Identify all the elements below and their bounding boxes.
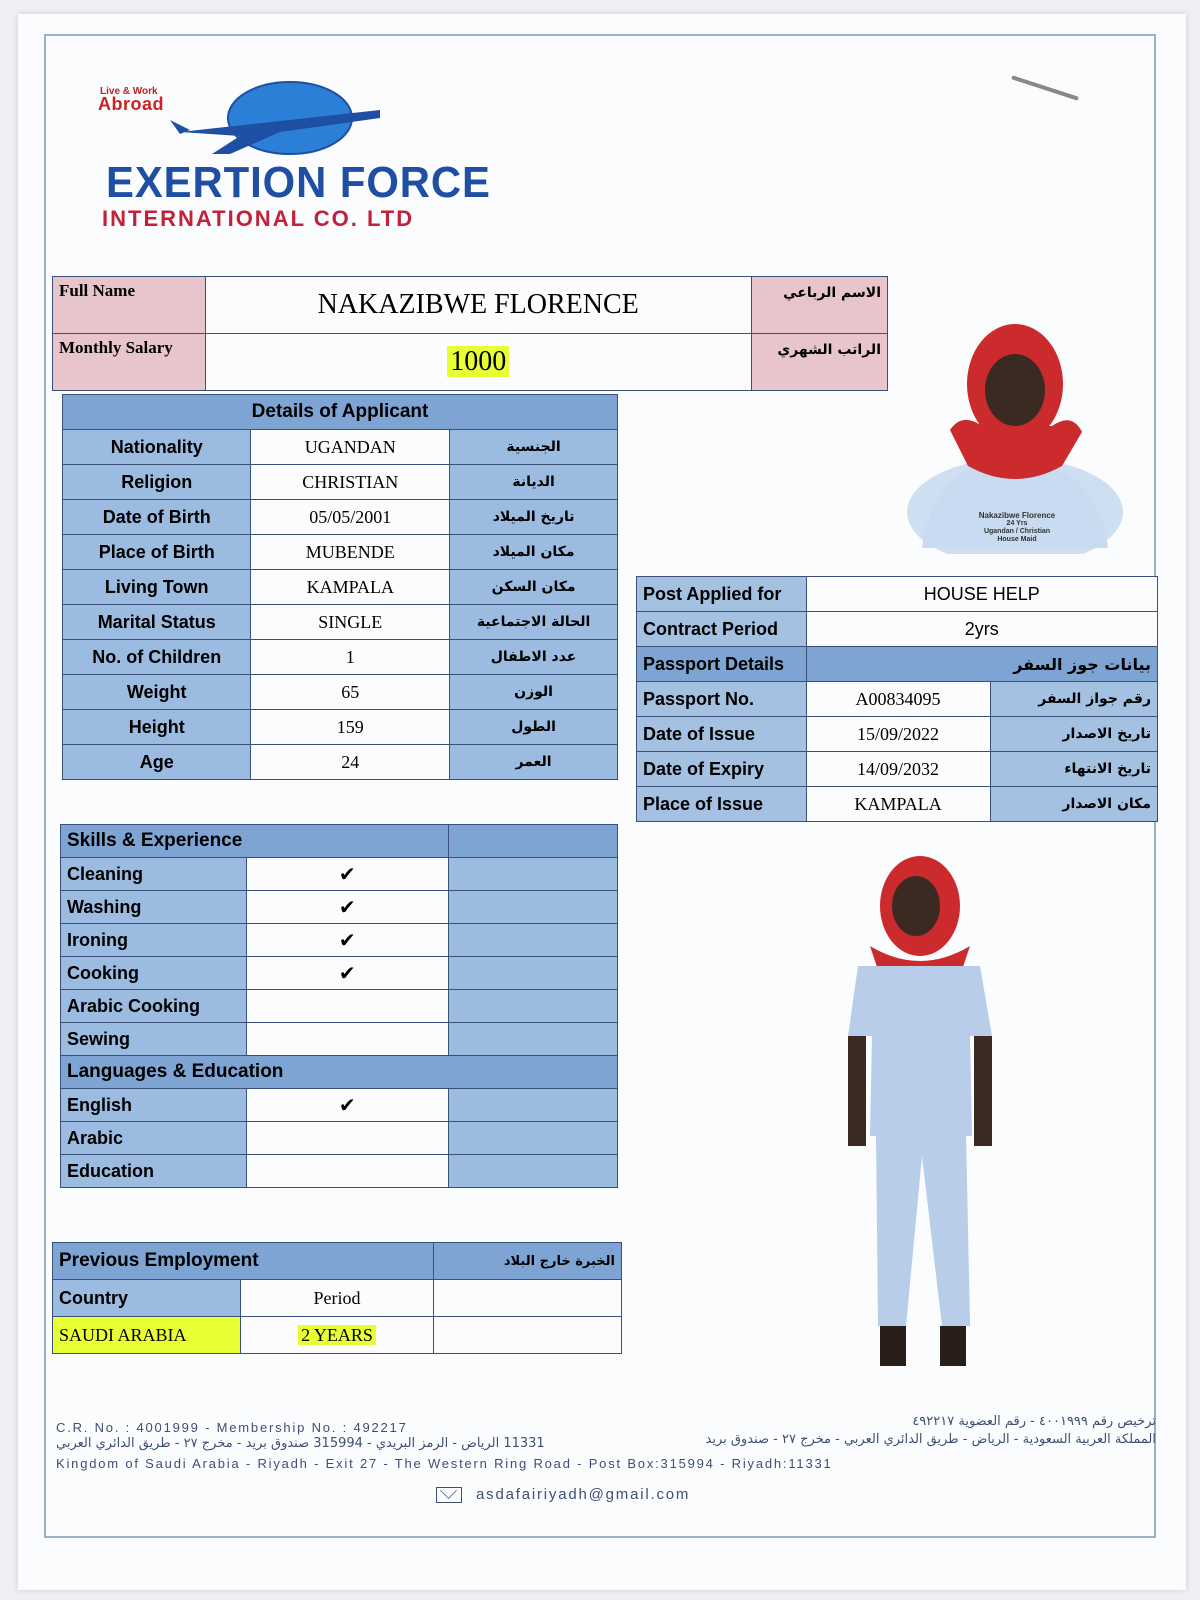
passport-value: A00834095 [806, 682, 990, 717]
detail-value: 1 [251, 640, 450, 675]
detail-arabic-label: مكان الميلاد [450, 535, 618, 570]
detail-label: No. of Children [63, 640, 251, 675]
detail-value: CHRISTIAN [251, 465, 450, 500]
passport-arabic-label: مكان الاصدار [990, 787, 1157, 822]
detail-arabic-label: العمر [450, 745, 618, 780]
detail-value: 05/05/2001 [251, 500, 450, 535]
detail-arabic-label: الطول [450, 710, 618, 745]
detail-label: Date of Birth [63, 500, 251, 535]
passport-value: 14/09/2032 [806, 752, 990, 787]
passport-row [637, 752, 1158, 787]
skill-empty-cell [448, 924, 617, 957]
detail-value: MUBENDE [251, 535, 450, 570]
check-icon: ✔ [246, 1089, 448, 1122]
passport-heading-arabic: بيانات جوز السفر [806, 647, 1158, 682]
detail-arabic-label: مكان السكن [450, 570, 618, 605]
skill-empty-cell [448, 957, 617, 990]
full-body-image [820, 836, 1020, 1398]
detail-label: Religion [63, 465, 251, 500]
logo-name-line2: INTERNATIONAL CO. LTD [102, 206, 415, 231]
check-icon: ✔ [246, 924, 448, 957]
details-heading: Details of Applicant [63, 395, 618, 430]
period-cell [241, 1317, 433, 1354]
applicant-details-table [62, 394, 618, 780]
skill-label: Cleaning [61, 858, 247, 891]
logo-name-line1: EXERTION FORCE [106, 158, 491, 207]
detail-arabic-label: عدد الاطفال [450, 640, 618, 675]
check-icon: ✔ [246, 858, 448, 891]
detail-label: Marital Status [63, 605, 251, 640]
salary-arabic: الراتب الشهري [751, 334, 887, 391]
details-row [63, 465, 618, 500]
previous-empty-2 [433, 1317, 621, 1354]
contract-period-value: 2yrs [806, 612, 1158, 647]
skill-row [61, 1023, 618, 1056]
passport-value: KAMPALA [806, 787, 990, 822]
previous-employment-heading: Previous Employment [53, 1243, 434, 1280]
name-salary-table [52, 276, 888, 391]
skill-label: Washing [61, 891, 247, 924]
caption-name: Nakazibwe Florence [978, 511, 1056, 520]
footer-email-row [436, 1486, 690, 1503]
full-body-photo [820, 836, 1020, 1398]
check-icon: ✔ [246, 957, 448, 990]
passport-arabic-label: تاريخ الانتهاء [990, 752, 1157, 787]
detail-value: UGANDAN [251, 430, 450, 465]
skill-row [61, 1122, 618, 1155]
previous-empty [433, 1280, 621, 1317]
passport-label: Passport No. [637, 682, 807, 717]
detail-label: Height [63, 710, 251, 745]
post-applied-value: HOUSE HELP [806, 577, 1158, 612]
period-value: 2 YEARS [298, 1325, 376, 1345]
country-value: SAUDI ARABIA [53, 1317, 241, 1354]
previous-employment-arabic: الخبرة خارج البلاد [433, 1243, 621, 1280]
footer-registration: C.R. No. : 4001999 - Membership No. : 492217 [56, 1420, 408, 1435]
details-row [63, 430, 618, 465]
footer-registration-arabic: ترخيص رقم ٤٠٠١٩٩٩ - رقم العضوية ٤٩٢٢١٧ [912, 1414, 1156, 1429]
skill-label: Sewing [61, 1023, 247, 1056]
detail-label: Living Town [63, 570, 251, 605]
envelope-icon [436, 1487, 462, 1503]
passport-heading: Passport Details [637, 647, 807, 682]
detail-arabic-label: الوزن [450, 675, 618, 710]
skill-empty-cell [448, 891, 617, 924]
passport-row [637, 717, 1158, 752]
skill-label: Education [61, 1155, 247, 1188]
check-icon [246, 1155, 448, 1188]
company-logo [80, 70, 500, 230]
footer-address-arabic: المملكة العربية السعودية - الرياض - طريق الدائري العربي - مخرج ٢٧ - صندوق بريد [705, 1432, 1156, 1447]
passport-arabic-label: تاريخ الاصدار [990, 717, 1157, 752]
detail-arabic-label: الحالة الاجتماعية [450, 605, 618, 640]
country-label: Country [53, 1280, 241, 1317]
details-row [63, 500, 618, 535]
logo-tagline: Abroad [98, 94, 164, 114]
caption-origin: Ugandan / Christian [983, 528, 1051, 535]
skill-empty-cell [448, 1122, 617, 1155]
footer-email: asdafairiyadh@gmail.com [476, 1486, 691, 1503]
passport-arabic-label: رقم جواز السفر [990, 682, 1157, 717]
passport-label: Date of Issue [637, 717, 807, 752]
portrait-photo [902, 316, 1128, 554]
skills-heading-spacer [448, 825, 617, 858]
skill-label: English [61, 1089, 247, 1122]
check-icon [246, 1023, 448, 1056]
check-icon: ✔ [246, 891, 448, 924]
period-label: Period [241, 1280, 433, 1317]
detail-value: KAMPALA [251, 570, 450, 605]
skill-label: Arabic Cooking [61, 990, 247, 1023]
post-passport-table [636, 576, 1158, 822]
skill-empty-cell [448, 990, 617, 1023]
footer-address: Kingdom of Saudi Arabia - Riyadh - Exit 27 - The Western Ring Road - Post Box:315994 - Riyadh:11331 [56, 1456, 833, 1471]
post-applied-label: Post Applied for [637, 577, 807, 612]
skill-empty-cell [448, 1155, 617, 1188]
skill-row [61, 990, 618, 1023]
skill-row [61, 858, 618, 891]
detail-label: Place of Birth [63, 535, 251, 570]
details-row [63, 675, 618, 710]
check-icon [246, 990, 448, 1023]
detail-arabic-label: الديانة [450, 465, 618, 500]
detail-label: Nationality [63, 430, 251, 465]
skills-heading: Skills & Experience [61, 825, 449, 858]
details-row [63, 570, 618, 605]
skill-row [61, 957, 618, 990]
contract-period-label: Contract Period [637, 612, 807, 647]
skill-label: Cooking [61, 957, 247, 990]
footer-address-arabic-left: 11331 الرياض - الرمز البريدي - 315994 صندوق بريد - مخرج ٢٧ - طريق الدائري العربي [56, 1436, 545, 1451]
detail-value: 65 [251, 675, 450, 710]
skill-row [61, 924, 618, 957]
details-row [63, 535, 618, 570]
skill-label: Ironing [61, 924, 247, 957]
skill-empty-cell [448, 858, 617, 891]
passport-label: Date of Expiry [637, 752, 807, 787]
skill-label: Arabic [61, 1122, 247, 1155]
full-name-label: Full Name [53, 277, 206, 334]
detail-value: 159 [251, 710, 450, 745]
logo-tagline-small: Live & Work [100, 86, 158, 97]
previous-employment-table [52, 1242, 622, 1354]
languages-heading: Languages & Education [61, 1056, 618, 1089]
salary-cell [205, 334, 751, 391]
salary-value: 1000 [447, 346, 509, 377]
skill-row [61, 891, 618, 924]
details-row [63, 605, 618, 640]
skill-row [61, 1155, 618, 1188]
caption-role: House Maid [997, 536, 1037, 543]
skill-row [61, 1089, 618, 1122]
passport-label: Place of Issue [637, 787, 807, 822]
check-icon [246, 1122, 448, 1155]
full-name-arabic: الاسم الرباعي [751, 277, 887, 334]
detail-arabic-label: الجنسية [450, 430, 618, 465]
details-row [63, 640, 618, 675]
caption-age: 24 Yrs [1006, 520, 1028, 527]
skills-table [60, 824, 618, 1188]
passport-value: 15/09/2022 [806, 717, 990, 752]
passport-row [637, 787, 1158, 822]
portrait-caption [942, 512, 1092, 544]
detail-label: Weight [63, 675, 251, 710]
passport-row [637, 682, 1158, 717]
detail-arabic-label: تاريخ الميلاد [450, 500, 618, 535]
full-name-value: NAKAZIBWE FLORENCE [205, 277, 751, 334]
salary-label: Monthly Salary [53, 334, 206, 391]
skill-empty-cell [448, 1023, 617, 1056]
detail-value: SINGLE [251, 605, 450, 640]
skill-empty-cell [448, 1089, 617, 1122]
details-row [63, 710, 618, 745]
detail-value: 24 [251, 745, 450, 780]
details-row [63, 745, 618, 780]
detail-label: Age [63, 745, 251, 780]
